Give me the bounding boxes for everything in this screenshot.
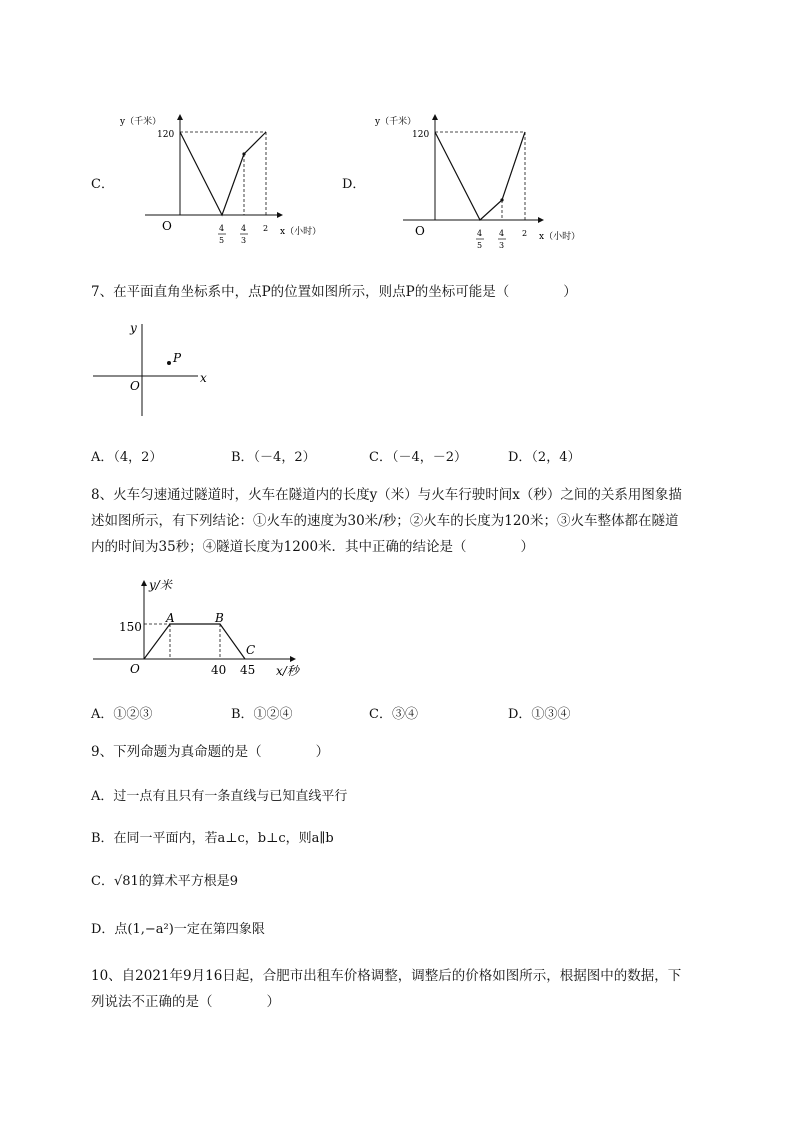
q9-option-a[interactable]: A．过一点有且只有一条直线与已知直线平行 — [91, 789, 348, 804]
tick-label: 4 — [477, 229, 483, 238]
question-10-stem-line-1: 10、自2021年9月16日起，合肥市出租车价格调整，调整后的价格如图所示，根据图中的数据，下 — [91, 968, 682, 984]
point-p-label: P — [173, 351, 182, 365]
tick-label: 3 — [499, 241, 505, 250]
point-b-label: B — [215, 611, 224, 625]
q9-option-b[interactable]: B．在同一平面内，若a⊥c，b⊥c，则a∥b — [91, 831, 334, 846]
q7-option-a[interactable]: A．（4，2） — [91, 450, 163, 465]
origin-label: O — [415, 224, 425, 238]
y-axis-label: y/米 — [149, 578, 172, 592]
tick-label-45: 45 — [240, 663, 256, 677]
point-a-label: A — [166, 611, 175, 625]
question-8-stem-line-1: 8、火车匀速通过隧道时，火车在隧道内的长度y（米）与火车行驶时间x（秒）之间的关系用图象描 — [91, 487, 682, 503]
tick-label: 3 — [241, 236, 247, 245]
q8-option-d[interactable]: D．①③④ — [508, 707, 571, 722]
point-p — [167, 361, 171, 365]
q7-option-d[interactable]: D．（2，4） — [508, 450, 581, 465]
distance-line — [180, 132, 266, 215]
question-8-figure — [90, 575, 320, 685]
question-8-stem-line-3: 内的时间为35秒；④隧道长度为1200米．其中正确的结论是（ ） — [91, 539, 535, 555]
tick-label-40: 40 — [211, 663, 227, 677]
q8-option-a[interactable]: A．①②③ — [91, 707, 153, 722]
tick-label: 5 — [219, 236, 225, 245]
origin-label: O — [162, 219, 172, 233]
tick-label: 2 — [263, 224, 269, 233]
origin-label: O — [130, 662, 140, 676]
q8-option-b[interactable]: B．①②④ — [231, 707, 293, 722]
q8-option-c[interactable]: C．③④ — [369, 707, 418, 722]
origin-label: O — [130, 379, 140, 393]
q7-option-b[interactable]: B．（－4，2） — [231, 450, 316, 465]
y-value-label: 120 — [412, 130, 430, 140]
option-d-label: D． — [342, 177, 366, 192]
option-c-label: C． — [91, 177, 114, 192]
q9-option-d[interactable]: D．点(1,−a²)一定在第四象限 — [91, 922, 265, 937]
x-axis-label: x（小时） — [280, 227, 322, 237]
train-length-line — [144, 624, 245, 659]
q7-option-c[interactable]: C．（－4，－2） — [369, 450, 467, 465]
question-7-figure — [90, 318, 220, 418]
y-axis-label: y（千米） — [120, 117, 162, 127]
x-axis-label: x — [200, 371, 207, 385]
x-axis-label: x/秒 — [276, 664, 299, 678]
distance-line — [435, 132, 525, 220]
tick-label: 2 — [522, 229, 528, 238]
graph-option-c — [110, 110, 322, 250]
question-7-stem: 7、在平面直角坐标系中，点P的位置如图所示，则点P的坐标可能是（ ） — [91, 284, 577, 300]
question-8-stem-line-2: 述如图所示，有下列结论：①火车的速度为30米/秒；②火车的长度为120米；③火车整体都在隧道 — [91, 513, 679, 529]
tick-label: 4 — [499, 229, 505, 238]
point-c-label: C — [246, 643, 256, 657]
tick-label: 4 — [241, 224, 247, 233]
tick-label: 4 — [219, 224, 225, 233]
y-axis-label: y（千米） — [375, 117, 417, 127]
y-value-label: 150 — [119, 620, 142, 634]
q9-option-c[interactable]: C．√81的算术平方根是9 — [91, 874, 239, 889]
y-value-label: 120 — [157, 130, 175, 140]
y-axis-label: y — [130, 321, 137, 335]
graph-option-d — [365, 110, 585, 250]
tick-label: 5 — [477, 241, 483, 250]
question-10-stem-line-2: 列说法不正确的是（ ） — [91, 994, 280, 1010]
question-9-stem: 9、下列命题为真命题的是（ ） — [91, 744, 330, 760]
x-axis-label: x（小时） — [539, 232, 581, 242]
